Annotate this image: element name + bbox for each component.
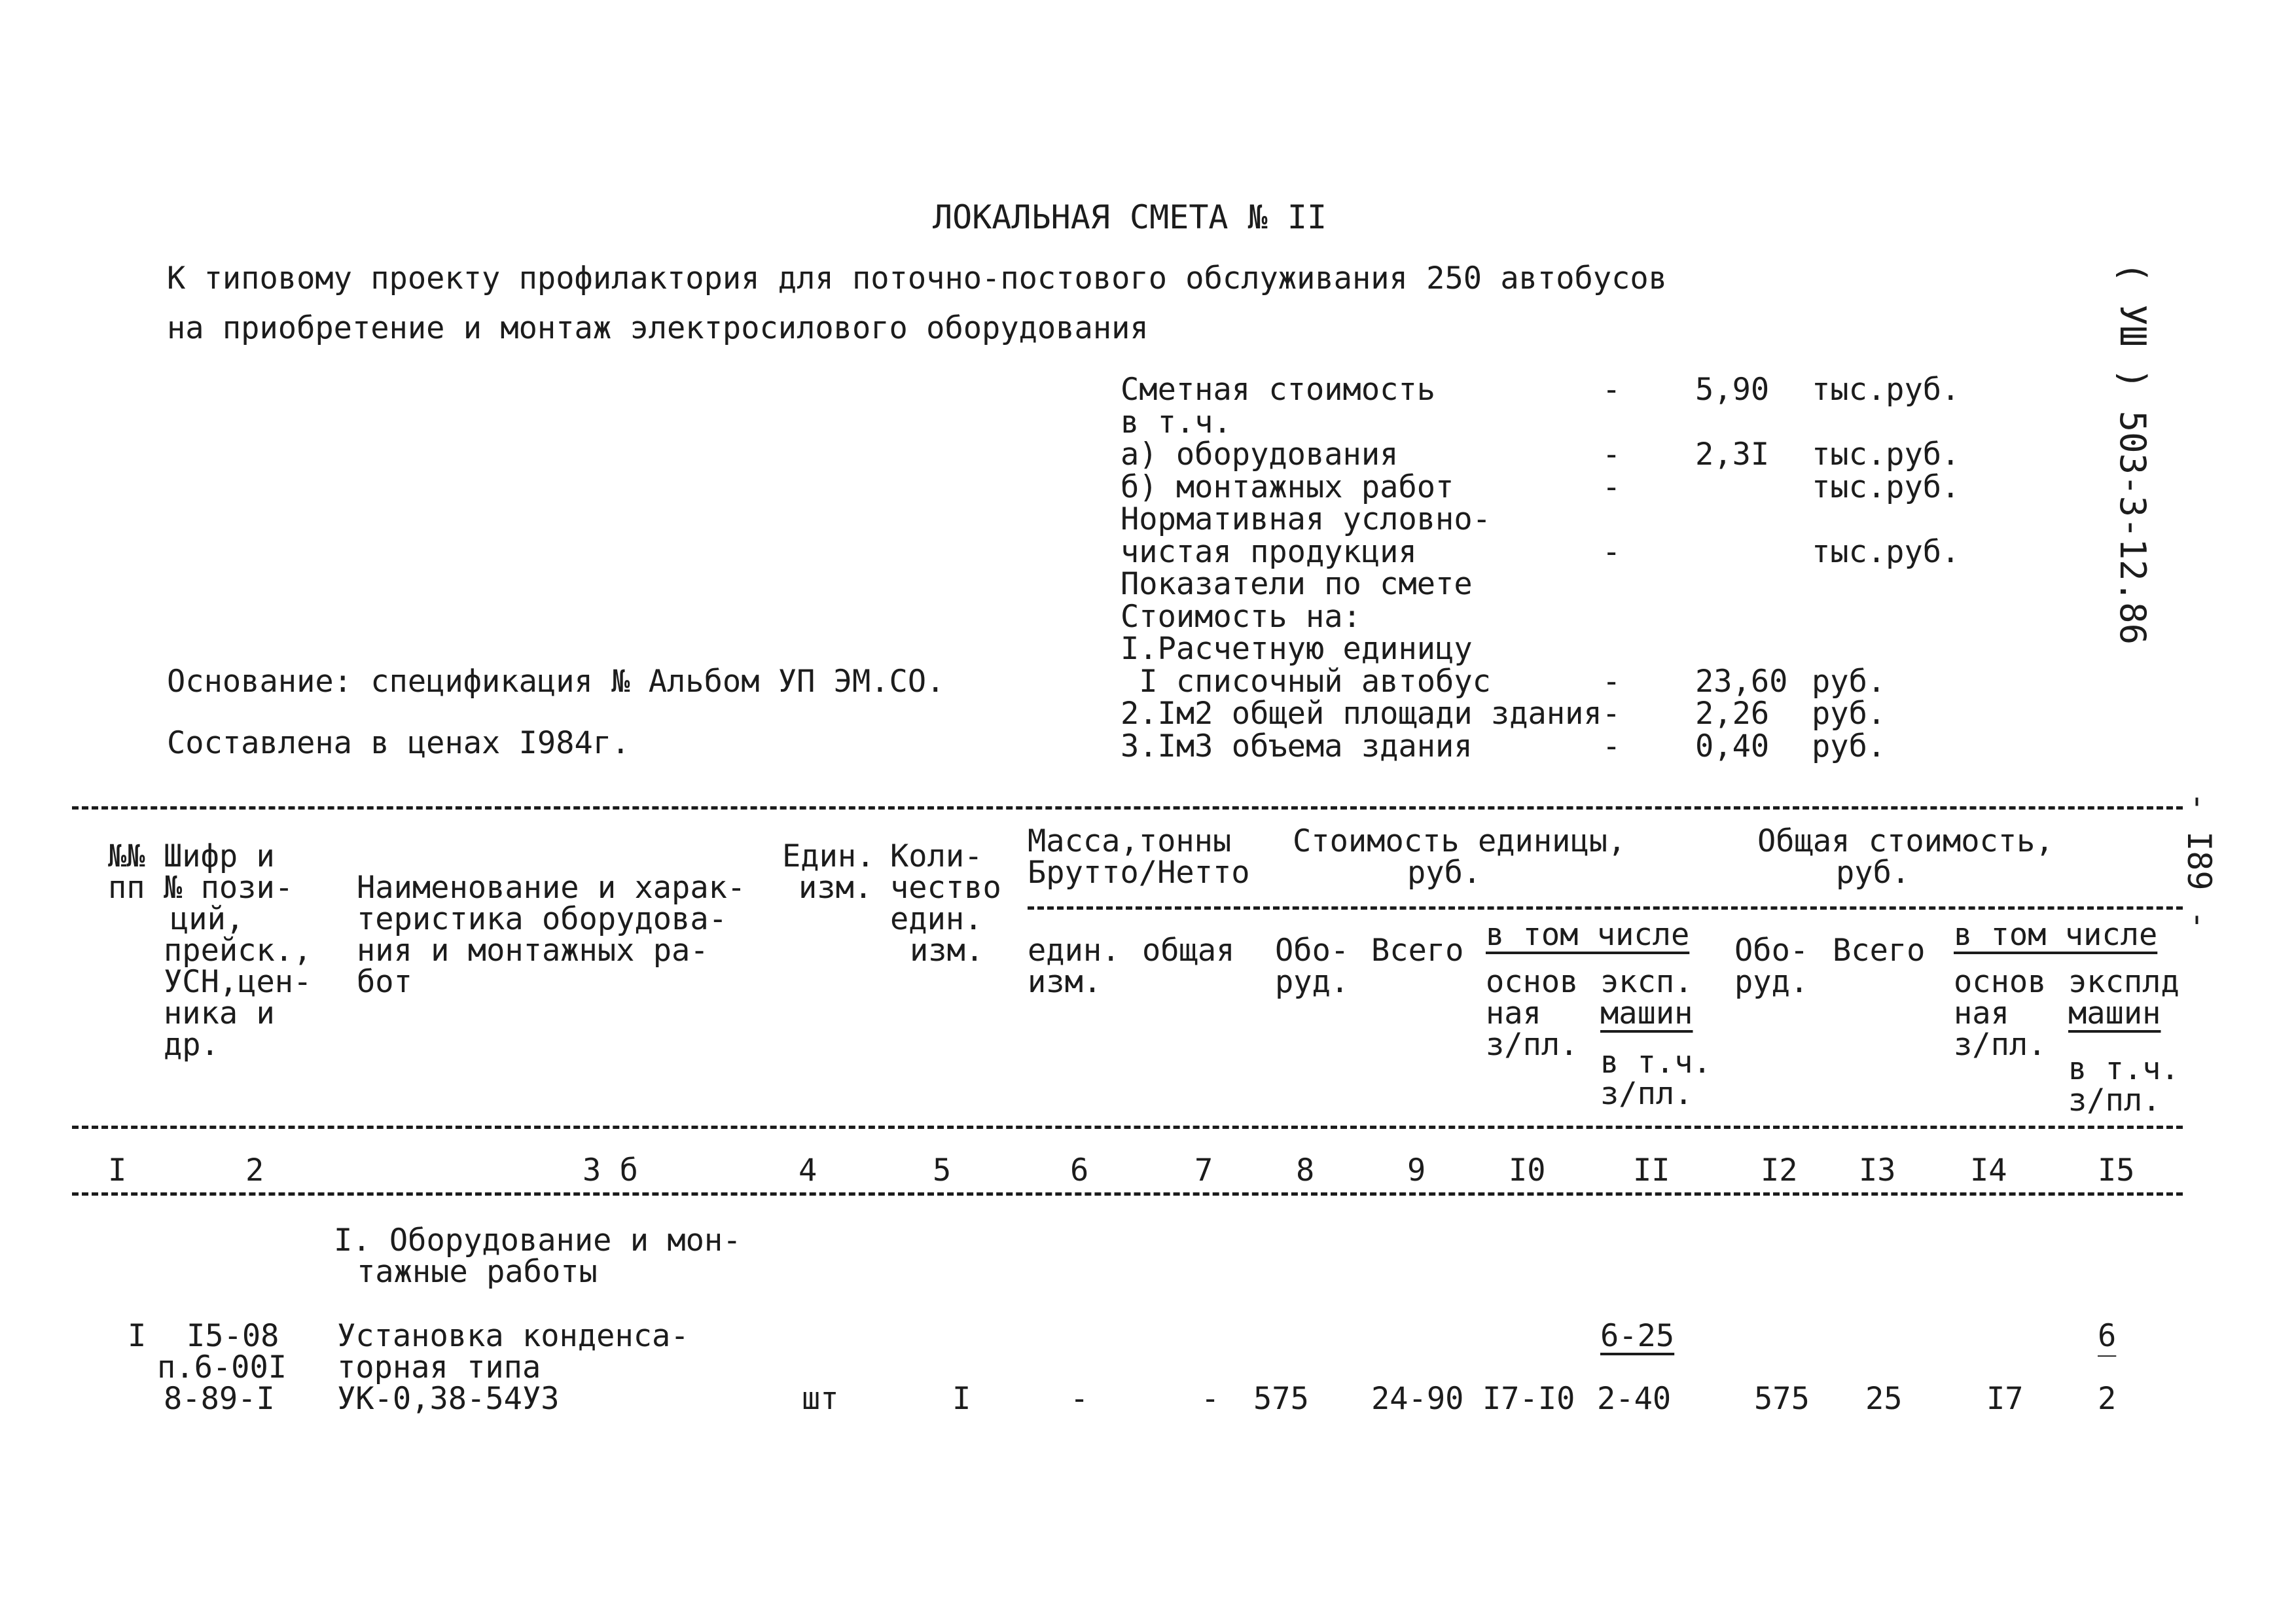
summary-unit: тыс.руб. <box>1812 534 1960 570</box>
header-col10-11-group: в том числе <box>1486 917 1690 953</box>
row-total-equipment: 575 <box>1754 1381 1810 1417</box>
row-total-all: 25 <box>1865 1381 1903 1417</box>
row-wage: I7-I0 <box>1482 1381 1575 1417</box>
summary-label: Показатели по смете <box>1121 566 1473 602</box>
col-number: 4 <box>798 1152 817 1188</box>
header-col9: Всего <box>1371 933 1464 969</box>
row-equipment-cost: 575 <box>1253 1381 1309 1417</box>
subtitle-line-2: на приобретение и монтаж электросилового оборудования <box>167 310 1149 346</box>
summary-unit: тыс.руб. <box>1812 469 1960 505</box>
summary-label: Стоимость на: <box>1121 599 1361 635</box>
table-top-rule <box>72 806 2183 810</box>
col-number: 5 <box>933 1152 952 1188</box>
header-col14-15-group: в том числе <box>1954 917 2158 953</box>
summary-dash: - <box>1602 437 1621 473</box>
summary-label: Нормативная условно- <box>1121 501 1491 537</box>
row-quantity: I <box>952 1381 971 1417</box>
col-number: I3 <box>1859 1152 1896 1188</box>
mass-group-rule <box>1028 906 1270 910</box>
row-total-machine: 6 <box>2098 1318 2117 1354</box>
row-unit: шт <box>802 1381 839 1417</box>
row-mass-unit: - <box>1070 1381 1089 1417</box>
document-code-stamp: ( УШ ) 503-3-12.86 <box>2112 262 2153 645</box>
summary-unit: тыс.руб. <box>1812 372 1960 408</box>
col-number: I2 <box>1761 1152 1798 1188</box>
summary-label: 3.Iм3 объема здания <box>1121 728 1473 764</box>
header-col13: Всего <box>1833 933 1926 969</box>
summary-label: 2.Iм2 общей площади здания- <box>1121 696 1621 732</box>
col-number: 3 б <box>583 1152 638 1188</box>
row-total-cost: 24-90 <box>1371 1381 1464 1417</box>
summary-label: I.Расчетную единицу <box>1121 631 1473 667</box>
summary-unit: руб. <box>1812 696 1886 732</box>
row-code: 8-89-I <box>164 1381 275 1417</box>
prices-text: Составлена в ценах I984г. <box>167 725 630 761</box>
page-number: - I89 - <box>2180 792 2218 930</box>
unit-cost-group-rule <box>1273 906 1728 910</box>
col-number: 9 <box>1407 1152 1426 1188</box>
row-total-machine-wage: 2 <box>2098 1381 2117 1417</box>
col-number: I4 <box>1970 1152 2007 1188</box>
col-number: I <box>108 1152 127 1188</box>
col-number: 6 <box>1070 1152 1089 1188</box>
header-col7: общая <box>1142 933 1235 969</box>
fraction-bar: ‾ <box>2098 1351 2117 1387</box>
row-name: УК-0,38-54УЗ <box>337 1381 560 1417</box>
summary-label: а) оборудования <box>1121 437 1399 473</box>
basis-text: Основание: спецификация № Альбом УП ЭМ.СО. <box>167 664 945 700</box>
col-number: 8 <box>1296 1152 1315 1188</box>
row-machine-cost: 6-25 <box>1600 1318 1675 1354</box>
col-number: 7 <box>1194 1152 1213 1188</box>
summary-unit: руб. <box>1812 664 1886 700</box>
col-number: I0 <box>1509 1152 1546 1188</box>
summary-dash: - <box>1602 534 1621 570</box>
summary-label: I списочный автобус <box>1121 664 1491 700</box>
row-code: п.6-00I <box>157 1349 287 1385</box>
summary-label: чистая продукция <box>1121 534 1417 570</box>
summary-label: Сметная стоимость <box>1121 372 1436 408</box>
row-total-wage: I7 <box>1986 1381 2024 1417</box>
summary-value: 5,90 <box>1695 372 1770 408</box>
summary-label: в т.ч. <box>1121 404 1232 440</box>
row-mass-total: - <box>1201 1381 1220 1417</box>
summary-label: б) монтажных работ <box>1121 469 1454 505</box>
col-number: II <box>1633 1152 1670 1188</box>
row-name: Установка конденса- <box>337 1318 689 1354</box>
summary-dash: - <box>1602 372 1621 408</box>
summary-value: 2,26 <box>1695 696 1770 732</box>
row-name: торная типа <box>337 1349 541 1385</box>
summary-value: 23,60 <box>1695 664 1788 700</box>
page-title: ЛОКАЛЬНАЯ СМЕТА № II <box>933 198 1327 236</box>
summary-dash: - <box>1602 469 1621 505</box>
col-number: I5 <box>2098 1152 2135 1188</box>
summary-value: 2,3I <box>1695 437 1770 473</box>
row-machine-wage: 2-40 <box>1597 1381 1672 1417</box>
summary-unit: тыс.руб. <box>1812 437 1960 473</box>
col-number: 2 <box>245 1152 264 1188</box>
subtitle-line-1: К типовому проекту профилактория для поточно-постового обслуживания 250 автобусов <box>167 260 1668 296</box>
total-cost-group-rule <box>1731 906 2183 910</box>
summary-dash: - <box>1602 664 1621 700</box>
header-bottom-rule <box>72 1126 2183 1129</box>
summary-dash: - <box>1602 728 1621 764</box>
summary-unit: руб. <box>1812 728 1886 764</box>
row-code: I5-08 <box>187 1318 279 1354</box>
row-number: I <box>128 1318 147 1354</box>
col-numbers-rule <box>72 1192 2183 1196</box>
summary-value: 0,40 <box>1695 728 1770 764</box>
